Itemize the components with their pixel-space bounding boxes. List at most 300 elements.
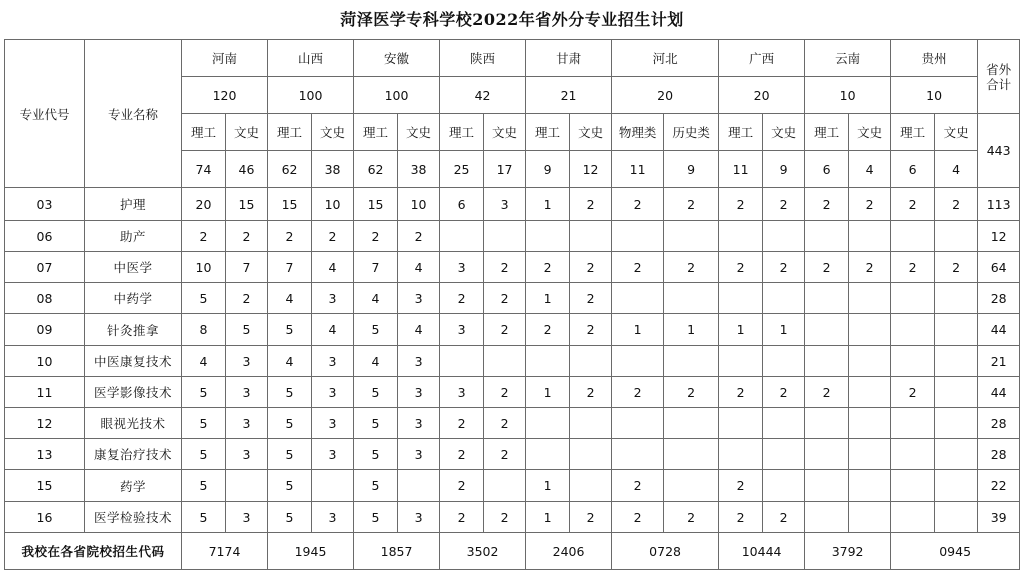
quota-cell: 5 (182, 502, 226, 533)
quota-cell (612, 221, 664, 252)
table-row (5, 314, 1020, 346)
table-row (5, 470, 1020, 502)
quota-cell: 2 (398, 221, 440, 252)
quota-cell: 2 (484, 408, 526, 439)
quota-cell: 2 (849, 188, 891, 221)
quota-cell (398, 470, 440, 502)
quota-cell (935, 408, 978, 439)
subject-quota: 17 (484, 151, 526, 188)
quota-cell (849, 346, 891, 377)
province-quota: 10 (805, 77, 891, 114)
table-row (5, 283, 1020, 314)
footer-row-school-codes (5, 533, 1020, 570)
row-total: 12 (978, 221, 1020, 252)
quota-cell: 2 (268, 221, 312, 252)
table-row (5, 188, 1020, 221)
quota-cell: 5 (354, 502, 398, 533)
quota-cell: 2 (805, 377, 849, 408)
quota-cell (664, 439, 719, 470)
major-code: 10 (5, 346, 85, 377)
subject-quota: 74 (182, 151, 226, 188)
quota-cell: 2 (763, 502, 805, 533)
subject-category: 理工 (719, 114, 763, 151)
subject-category: 文史 (935, 114, 978, 151)
subject-quota: 25 (440, 151, 484, 188)
subject-category: 理工 (440, 114, 484, 151)
quota-cell (891, 314, 935, 346)
quota-cell: 2 (664, 188, 719, 221)
quota-cell: 3 (398, 346, 440, 377)
province-quota: 42 (440, 77, 526, 114)
quota-cell: 5 (182, 377, 226, 408)
quota-cell (570, 408, 612, 439)
province-total-header-line1: 省外 (986, 61, 1012, 77)
quota-cell: 4 (268, 283, 312, 314)
quota-cell: 2 (719, 502, 763, 533)
quota-cell (612, 439, 664, 470)
table-row (5, 221, 1020, 252)
quota-cell: 2 (440, 408, 484, 439)
quota-cell: 6 (440, 188, 484, 221)
quota-cell: 2 (719, 188, 763, 221)
quota-cell: 2 (719, 252, 763, 283)
quota-cell: 4 (398, 252, 440, 283)
page-title: 菏泽医学专科学校2022年省外分专业招生计划 (340, 10, 684, 29)
subject-category: 物理类 (612, 114, 664, 151)
table-row (5, 377, 1020, 408)
quota-cell: 1 (526, 502, 570, 533)
quota-cell: 3 (226, 439, 268, 470)
quota-cell (719, 439, 763, 470)
quota-cell: 4 (398, 314, 440, 346)
quota-cell (312, 470, 354, 502)
quota-cell: 2 (763, 188, 805, 221)
quota-cell: 10 (398, 188, 440, 221)
row-total: 28 (978, 283, 1020, 314)
subject-category: 文史 (570, 114, 612, 151)
row-total: 22 (978, 470, 1020, 502)
quota-cell: 2 (182, 221, 226, 252)
subject-quota: 46 (226, 151, 268, 188)
subject-category: 文史 (398, 114, 440, 151)
province-quota: 20 (719, 77, 805, 114)
quota-cell (719, 221, 763, 252)
quota-cell (612, 346, 664, 377)
quota-cell: 3 (312, 408, 354, 439)
row-total: 44 (978, 314, 1020, 346)
quota-cell: 2 (719, 470, 763, 502)
quota-cell (805, 408, 849, 439)
quota-cell: 2 (612, 188, 664, 221)
quota-cell (719, 408, 763, 439)
quota-cell: 2 (484, 502, 526, 533)
major-code: 08 (5, 283, 85, 314)
quota-cell (612, 283, 664, 314)
major-name: 中医康复技术 (85, 346, 182, 377)
quota-cell (805, 314, 849, 346)
subject-quota: 9 (763, 151, 805, 188)
quota-cell: 4 (354, 283, 398, 314)
quota-cell (612, 408, 664, 439)
quota-cell (719, 346, 763, 377)
quota-cell: 2 (805, 252, 849, 283)
quota-cell (763, 221, 805, 252)
quota-cell (935, 439, 978, 470)
quota-cell: 3 (398, 408, 440, 439)
quota-cell: 7 (268, 252, 312, 283)
quota-cell: 2 (226, 221, 268, 252)
quota-cell: 1 (719, 314, 763, 346)
quota-cell (805, 221, 849, 252)
table-row (5, 502, 1020, 533)
quota-cell (849, 439, 891, 470)
quota-cell: 2 (891, 188, 935, 221)
province-quota: 20 (612, 77, 719, 114)
subject-category: 文史 (849, 114, 891, 151)
quota-cell: 2 (763, 252, 805, 283)
quota-cell: 2 (484, 377, 526, 408)
quota-cell (570, 346, 612, 377)
major-code: 13 (5, 439, 85, 470)
quota-cell (805, 283, 849, 314)
subject-quota: 62 (354, 151, 398, 188)
quota-cell: 1 (612, 314, 664, 346)
province-quota: 10 (891, 77, 978, 114)
province-name: 陕西 (440, 40, 526, 77)
province-quota: 100 (354, 77, 440, 114)
subject-category: 理工 (268, 114, 312, 151)
quota-cell: 2 (849, 252, 891, 283)
quota-cell: 2 (484, 439, 526, 470)
quota-cell (849, 377, 891, 408)
quota-cell: 2 (484, 252, 526, 283)
subject-category: 理工 (805, 114, 849, 151)
school-code: 2406 (526, 533, 612, 570)
quota-cell: 2 (935, 188, 978, 221)
quota-cell: 3 (312, 377, 354, 408)
subject-category: 理工 (354, 114, 398, 151)
province-name: 河南 (182, 40, 268, 77)
quota-cell: 10 (312, 188, 354, 221)
quota-cell: 7 (226, 252, 268, 283)
quota-cell: 4 (182, 346, 226, 377)
quota-cell: 2 (440, 502, 484, 533)
quota-cell (935, 221, 978, 252)
major-name: 药学 (85, 470, 182, 502)
major-code: 11 (5, 377, 85, 408)
quota-cell (484, 221, 526, 252)
quota-cell: 3 (398, 377, 440, 408)
quota-cell: 2 (612, 252, 664, 283)
province-quota: 120 (182, 77, 268, 114)
school-code: 1857 (354, 533, 440, 570)
school-code: 1945 (268, 533, 354, 570)
quota-cell: 5 (268, 470, 312, 502)
quota-cell (849, 502, 891, 533)
subject-category: 理工 (526, 114, 570, 151)
quota-cell (526, 221, 570, 252)
quota-cell: 5 (354, 314, 398, 346)
quota-cell: 3 (312, 502, 354, 533)
quota-cell (664, 470, 719, 502)
quota-cell: 4 (354, 346, 398, 377)
quota-cell (849, 470, 891, 502)
quota-cell: 2 (570, 188, 612, 221)
school-code: 0945 (891, 533, 1020, 570)
quota-cell: 3 (484, 188, 526, 221)
subject-category: 理工 (182, 114, 226, 151)
subject-quota: 4 (935, 151, 978, 188)
quota-cell: 15 (354, 188, 398, 221)
quota-cell: 2 (526, 252, 570, 283)
quota-cell: 2 (664, 252, 719, 283)
quota-cell: 5 (268, 502, 312, 533)
province-name: 贵州 (891, 40, 978, 77)
major-name-header: 专业名称 (85, 40, 182, 188)
major-code: 16 (5, 502, 85, 533)
quota-cell (440, 221, 484, 252)
quota-cell: 4 (312, 252, 354, 283)
quota-cell: 5 (354, 377, 398, 408)
quota-cell: 5 (182, 283, 226, 314)
quota-cell: 3 (226, 346, 268, 377)
table-row (5, 346, 1020, 377)
quota-cell: 3 (398, 439, 440, 470)
quota-cell (440, 346, 484, 377)
quota-cell (891, 502, 935, 533)
subject-quota: 9 (664, 151, 719, 188)
quota-cell: 1 (526, 188, 570, 221)
quota-cell: 2 (484, 283, 526, 314)
row-total: 28 (978, 408, 1020, 439)
quota-cell: 1 (664, 314, 719, 346)
quota-cell: 5 (268, 314, 312, 346)
province-name: 河北 (612, 40, 719, 77)
quota-cell: 2 (570, 502, 612, 533)
quota-cell: 3 (440, 314, 484, 346)
province-total-header-line2: 合计 (986, 76, 1012, 92)
quota-cell: 2 (570, 314, 612, 346)
subject-quota: 38 (312, 151, 354, 188)
row-total: 64 (978, 252, 1020, 283)
quota-cell: 2 (612, 502, 664, 533)
quota-cell (935, 314, 978, 346)
quota-cell: 15 (226, 188, 268, 221)
quota-cell (763, 408, 805, 439)
subject-category: 文史 (312, 114, 354, 151)
quota-cell: 3 (312, 346, 354, 377)
row-total: 21 (978, 346, 1020, 377)
table-row (5, 252, 1020, 283)
subject-quota: 11 (612, 151, 664, 188)
quota-cell: 2 (484, 314, 526, 346)
row-total: 44 (978, 377, 1020, 408)
quota-cell: 1 (526, 283, 570, 314)
major-code: 09 (5, 314, 85, 346)
quota-cell: 3 (226, 377, 268, 408)
major-name: 医学影像技术 (85, 377, 182, 408)
quota-cell (935, 502, 978, 533)
quota-cell: 2 (935, 252, 978, 283)
quota-cell (849, 283, 891, 314)
quota-cell: 2 (664, 377, 719, 408)
subject-quota: 12 (570, 151, 612, 188)
quota-cell (805, 346, 849, 377)
quota-cell: 3 (312, 283, 354, 314)
quota-cell: 3 (440, 377, 484, 408)
quota-cell: 8 (182, 314, 226, 346)
major-name: 助产 (85, 221, 182, 252)
subject-quota: 11 (719, 151, 763, 188)
quota-cell (891, 221, 935, 252)
subject-category: 文史 (484, 114, 526, 151)
quota-cell: 2 (719, 377, 763, 408)
quota-cell (935, 283, 978, 314)
province-total-header (978, 40, 1020, 114)
quota-cell (570, 470, 612, 502)
major-name: 眼视光技术 (85, 408, 182, 439)
quota-cell: 2 (612, 470, 664, 502)
province-name: 安徽 (354, 40, 440, 77)
major-name: 护理 (85, 188, 182, 221)
province-quota: 21 (526, 77, 612, 114)
subject-quota: 6 (891, 151, 935, 188)
school-code: 10444 (719, 533, 805, 570)
quota-cell: 5 (354, 470, 398, 502)
major-code: 07 (5, 252, 85, 283)
quota-cell: 2 (891, 252, 935, 283)
quota-cell: 2 (440, 470, 484, 502)
subject-quota: 4 (849, 151, 891, 188)
quota-cell (935, 346, 978, 377)
subject-quota: 9 (526, 151, 570, 188)
province-name: 云南 (805, 40, 891, 77)
quota-cell: 5 (182, 470, 226, 502)
quota-cell (226, 470, 268, 502)
quota-cell: 2 (612, 377, 664, 408)
quota-cell: 2 (570, 283, 612, 314)
subject-quota: 62 (268, 151, 312, 188)
quota-cell: 2 (354, 221, 398, 252)
school-code: 7174 (182, 533, 268, 570)
quota-cell (891, 439, 935, 470)
quota-cell: 2 (570, 377, 612, 408)
quota-cell: 2 (664, 502, 719, 533)
quota-cell: 5 (268, 439, 312, 470)
quota-cell (849, 408, 891, 439)
quota-cell: 3 (398, 283, 440, 314)
quota-cell: 1 (526, 470, 570, 502)
quota-cell: 3 (226, 408, 268, 439)
quota-cell: 20 (182, 188, 226, 221)
subject-category: 文史 (763, 114, 805, 151)
table-row (5, 408, 1020, 439)
quota-cell: 1 (763, 314, 805, 346)
quota-cell (484, 470, 526, 502)
quota-cell (763, 470, 805, 502)
quota-cell: 5 (354, 408, 398, 439)
school-code: 3502 (440, 533, 526, 570)
quota-cell: 2 (763, 377, 805, 408)
row-total: 113 (978, 188, 1020, 221)
quota-cell: 3 (312, 439, 354, 470)
quota-cell: 2 (805, 188, 849, 221)
major-code: 12 (5, 408, 85, 439)
major-code: 15 (5, 470, 85, 502)
quota-cell (664, 221, 719, 252)
quota-cell (849, 221, 891, 252)
quota-cell: 2 (526, 314, 570, 346)
school-code: 3792 (805, 533, 891, 570)
province-quota: 100 (268, 77, 354, 114)
quota-cell: 3 (226, 502, 268, 533)
subject-category: 文史 (226, 114, 268, 151)
quota-cell (719, 283, 763, 314)
school-code-label: 我校在各省院校招生代码 (5, 533, 182, 570)
major-name: 医学检验技术 (85, 502, 182, 533)
quota-cell (805, 470, 849, 502)
major-name: 中药学 (85, 283, 182, 314)
school-code: 0728 (612, 533, 719, 570)
quota-cell: 5 (182, 439, 226, 470)
subject-quota: 6 (805, 151, 849, 188)
quota-cell (526, 408, 570, 439)
quota-cell: 3 (398, 502, 440, 533)
major-code: 03 (5, 188, 85, 221)
quota-cell (849, 314, 891, 346)
header-row-provinces (5, 40, 1020, 77)
subject-category: 理工 (891, 114, 935, 151)
quota-cell (891, 470, 935, 502)
quota-cell (664, 408, 719, 439)
quota-cell (891, 283, 935, 314)
province-name: 甘肃 (526, 40, 612, 77)
row-total: 39 (978, 502, 1020, 533)
quota-cell: 2 (891, 377, 935, 408)
quota-cell: 5 (226, 314, 268, 346)
major-name: 康复治疗技术 (85, 439, 182, 470)
quota-cell: 5 (268, 408, 312, 439)
quota-cell (891, 346, 935, 377)
quota-cell (891, 408, 935, 439)
quota-cell (763, 283, 805, 314)
quota-cell (935, 377, 978, 408)
quota-cell (935, 470, 978, 502)
quota-cell: 15 (268, 188, 312, 221)
quota-cell (526, 346, 570, 377)
quota-cell: 2 (440, 439, 484, 470)
quota-cell: 2 (440, 283, 484, 314)
quota-cell: 5 (182, 408, 226, 439)
quota-cell: 4 (312, 314, 354, 346)
major-code: 06 (5, 221, 85, 252)
major-code-header: 专业代号 (5, 40, 85, 188)
quota-cell (570, 221, 612, 252)
province-name: 山西 (268, 40, 354, 77)
quota-cell: 1 (526, 377, 570, 408)
quota-cell (805, 502, 849, 533)
quota-cell: 10 (182, 252, 226, 283)
quota-cell: 5 (354, 439, 398, 470)
subject-category: 历史类 (664, 114, 719, 151)
quota-cell: 2 (312, 221, 354, 252)
quota-cell: 4 (268, 346, 312, 377)
quota-cell (570, 439, 612, 470)
quota-cell (763, 439, 805, 470)
major-name: 中医学 (85, 252, 182, 283)
quota-cell (526, 439, 570, 470)
quota-cell (763, 346, 805, 377)
